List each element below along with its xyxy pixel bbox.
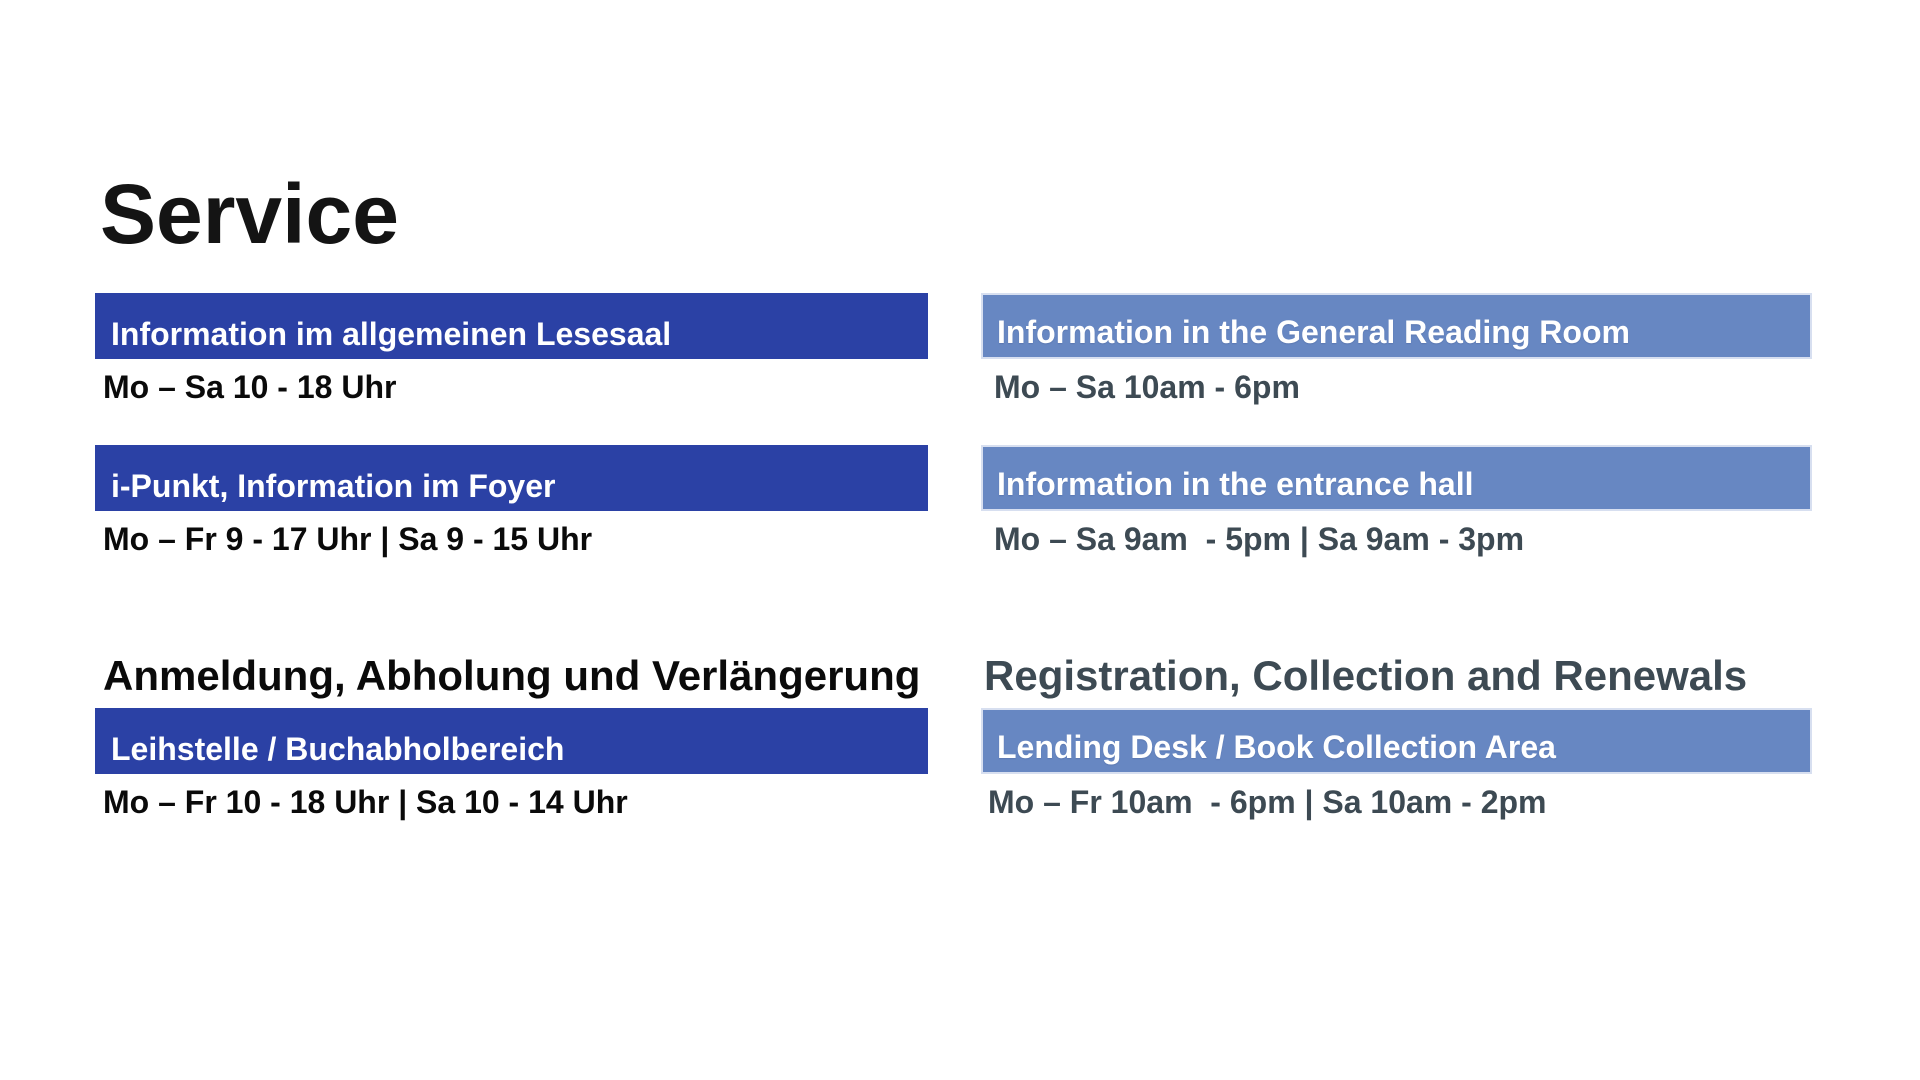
service-bar-label: Information im allgemeinen Lesesaal bbox=[111, 316, 672, 353]
opening-hours-de-i-punkt: Mo – Fr 9 - 17 Uhr | Sa 9 - 15 Uhr bbox=[103, 521, 593, 557]
service-bar-label: Information in the General Reading Room bbox=[997, 314, 1630, 351]
opening-hours-en-lending-desk: Mo – Fr 10am - 6pm | Sa 10am - 2pm bbox=[988, 784, 1547, 820]
opening-hours-en-entrance-hall: Mo – Sa 9am - 5pm | Sa 9am - 3pm bbox=[994, 521, 1525, 557]
opening-hours-de-lending-desk: Mo – Fr 10 - 18 Uhr | Sa 10 - 14 Uhr bbox=[103, 784, 628, 820]
service-bar-de-i-punkt bbox=[95, 445, 928, 511]
service-bar-en-lending-desk bbox=[981, 708, 1812, 774]
opening-hours-de-reading-room: Mo – Sa 10 - 18 Uhr bbox=[103, 369, 397, 405]
service-bar-label: Leihstelle / Buchabholbereich bbox=[111, 731, 565, 768]
service-bar-de-lending-desk bbox=[95, 708, 928, 774]
service-bar-en-reading-room bbox=[981, 293, 1812, 359]
service-bar-de-reading-room bbox=[95, 293, 928, 359]
service-bar-label: i-Punkt, Information im Foyer bbox=[111, 468, 556, 505]
section-heading-de-registration: Anmeldung, Abholung und Verlängerung bbox=[103, 652, 921, 699]
service-bar-en-entrance-hall bbox=[981, 445, 1812, 511]
service-bar-label: Information in the entrance hall bbox=[997, 466, 1474, 503]
service-bar-label: Lending Desk / Book Collection Area bbox=[997, 729, 1556, 766]
opening-hours-en-reading-room: Mo – Sa 10am - 6pm bbox=[994, 369, 1300, 405]
page-title: Service bbox=[100, 167, 399, 261]
section-heading-en-registration: Registration, Collection and Renewals bbox=[984, 652, 1748, 699]
